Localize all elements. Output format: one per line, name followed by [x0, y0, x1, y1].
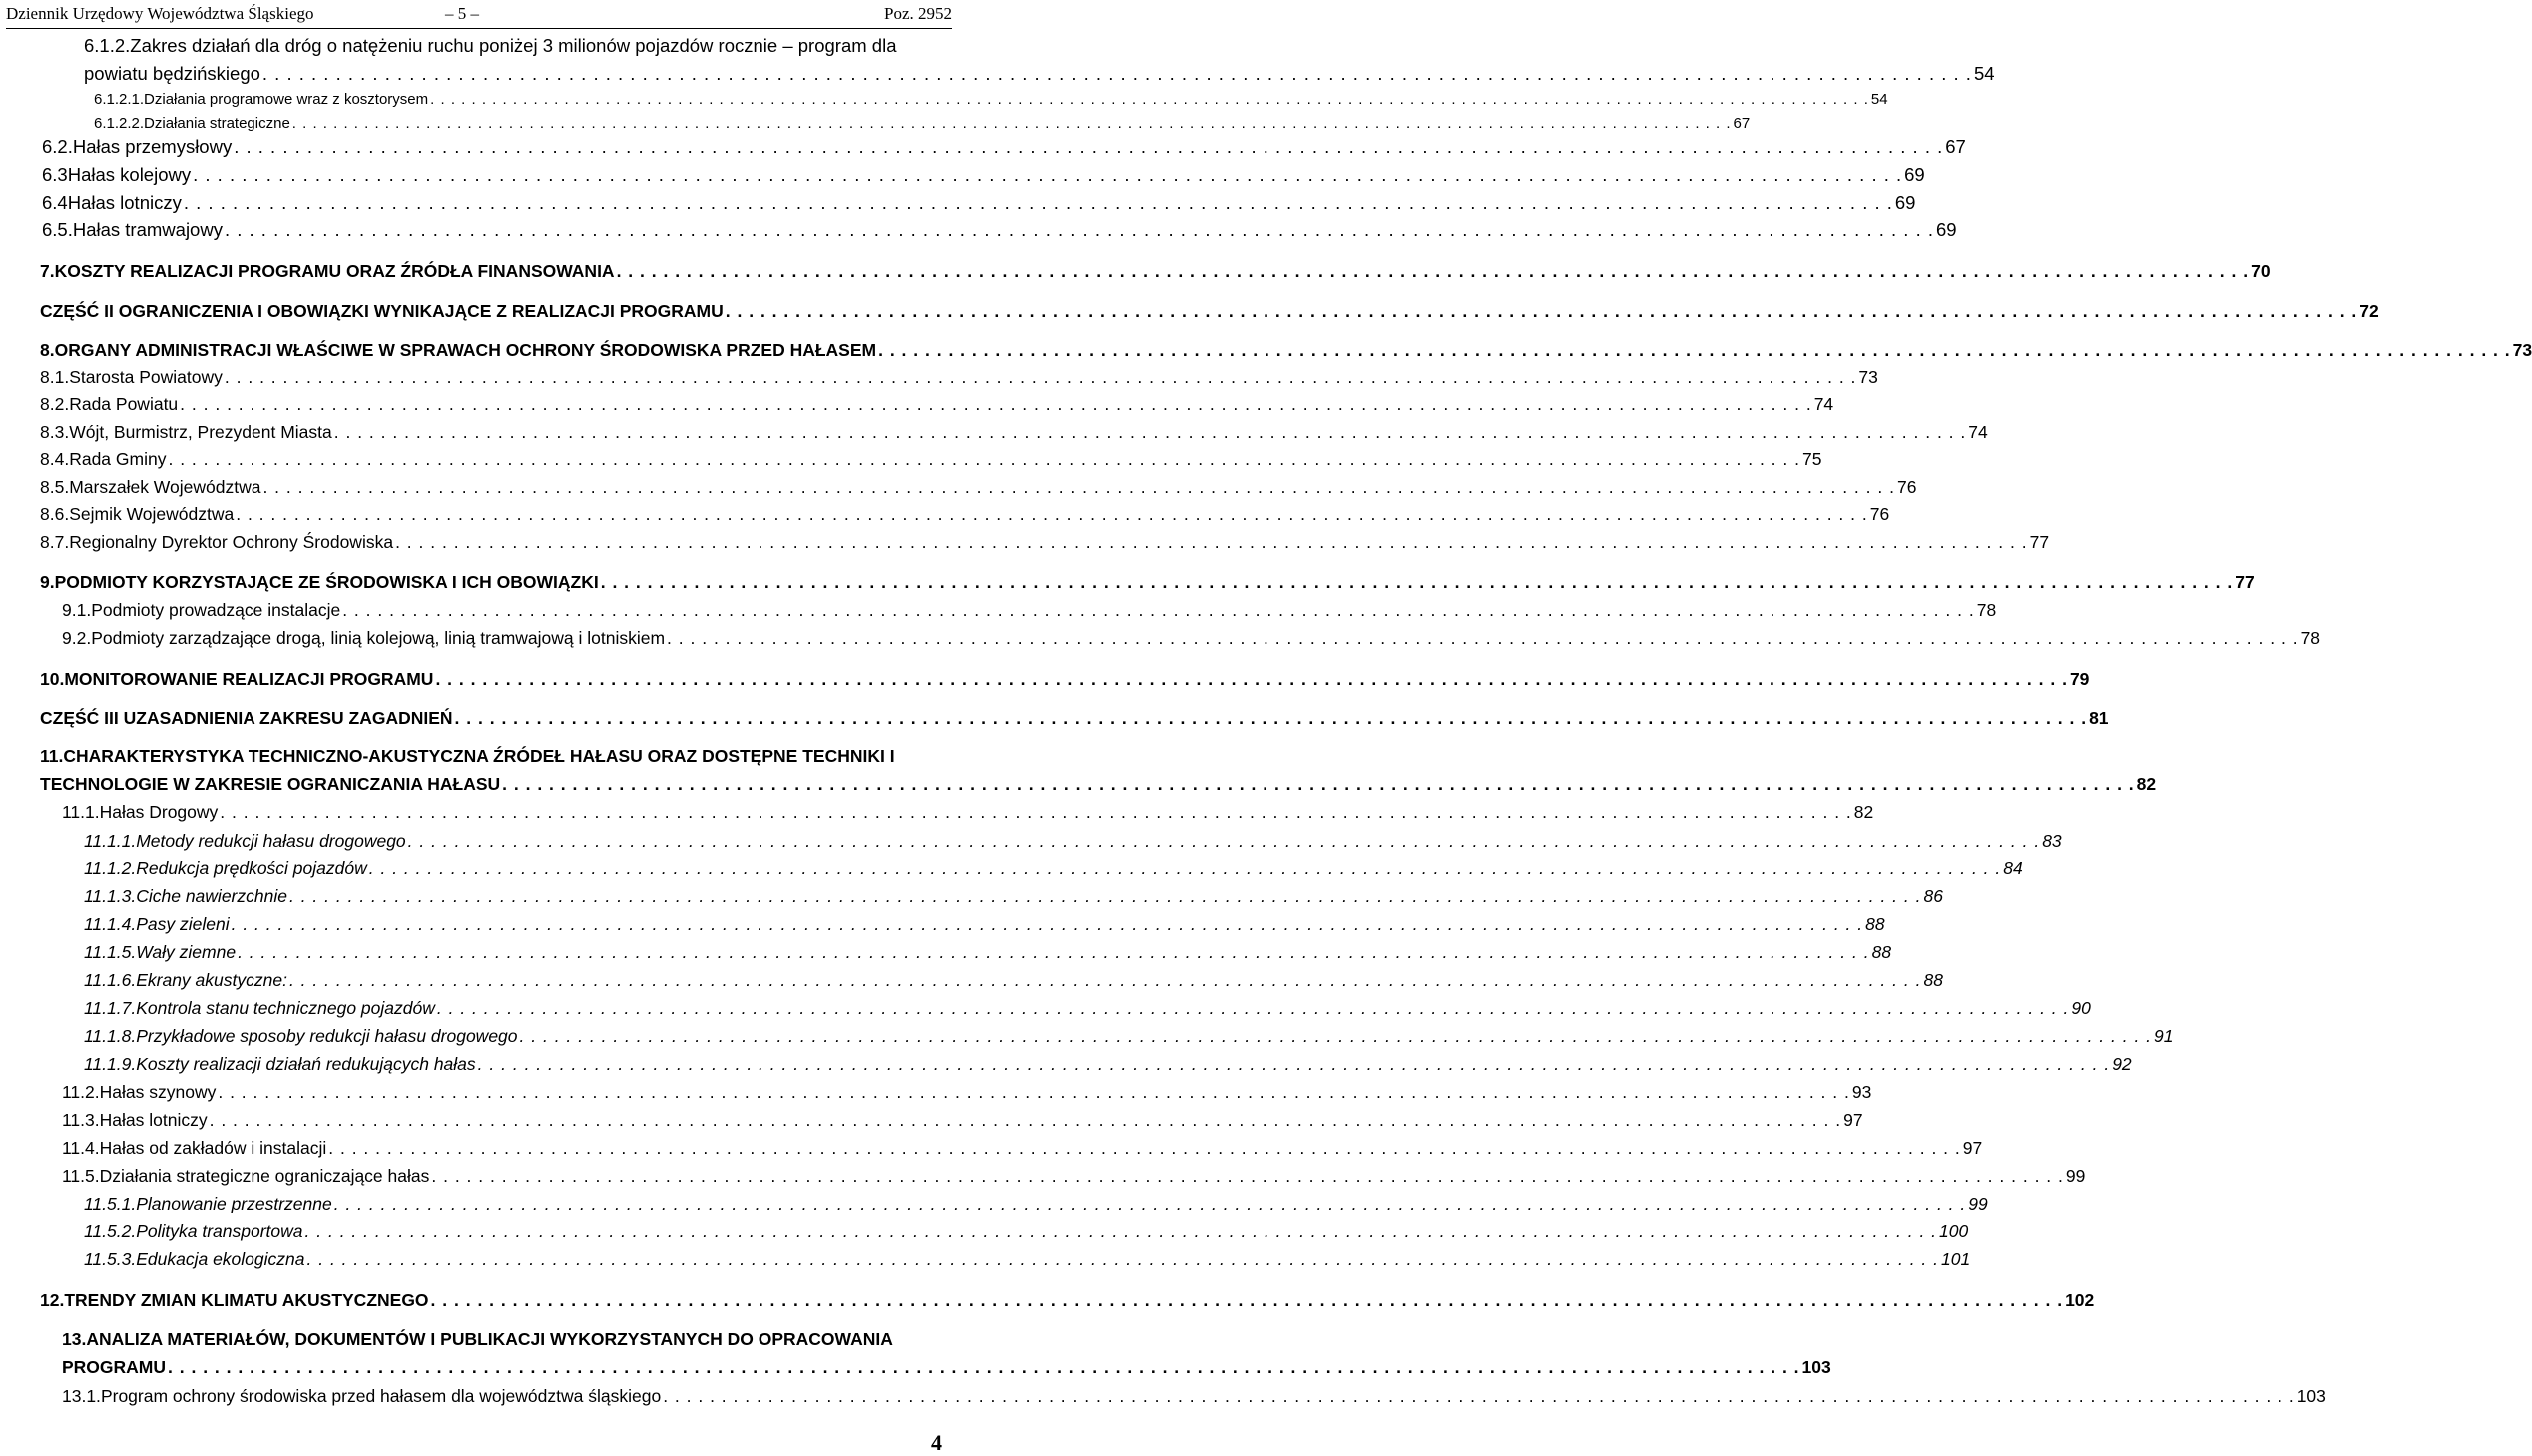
toc-entry[interactable] [40, 1052, 2132, 1076]
toc-entry-title: Kontrola stanu technicznego pojazdów [136, 998, 435, 1018]
toc-entry-title: Ekrany akustyczne: [136, 970, 287, 990]
toc-entry-title: Polityka transportowa [136, 1221, 303, 1241]
toc-entry-page: 99 [2065, 1166, 2086, 1186]
position-number: Poz. 2952 [884, 4, 952, 23]
toc-entry-page: 97 [1962, 1138, 1983, 1158]
toc-entry-page: 77 [2029, 532, 2050, 552]
table-of-contents [40, 0, 2532, 1456]
dot-leader [435, 667, 2068, 691]
toc-entry-page: 67 [1733, 115, 1751, 132]
toc-entry-page: 74 [1813, 394, 1834, 414]
toc-entry-page: 103 [1801, 1357, 1831, 1377]
toc-entry-title: Sejmik Województwa [69, 504, 235, 524]
dot-leader [395, 530, 2028, 554]
toc-entry-number: 10. [40, 669, 65, 689]
toc-entry-page: 79 [2069, 669, 2090, 689]
footer-page-number: 4 [931, 1430, 942, 1455]
toc-entry-page: 81 [2089, 708, 2109, 728]
toc-entry-number: 13. [62, 1329, 87, 1349]
dot-leader [667, 626, 2299, 650]
toc-entry[interactable] [40, 968, 1943, 992]
toc-entry-title: Działania strategiczne [144, 115, 290, 132]
dot-leader [307, 1247, 1940, 1271]
dot-leader [478, 1052, 2111, 1076]
toc-entry-page: 75 [1801, 449, 1822, 469]
toc-entry-number: 6.4 [42, 192, 68, 213]
journal-title: Dziennik Urzędowy Województwa Śląskiego [6, 4, 314, 23]
toc-entry-page: 69 [1904, 164, 1925, 185]
toc-entry[interactable] [40, 570, 2255, 594]
toc-entry-title: Regionalny Dyrektor Ochrony Środowiska [69, 532, 394, 552]
toc-entry-number: 11.2. [62, 1082, 100, 1102]
toc-entry-number: 11.4. [62, 1138, 100, 1158]
toc-entry-number: 11.1.6. [84, 970, 137, 990]
toc-entry-title: Działania programowe wraz z kosztorysem [144, 91, 429, 108]
toc-entry-page: 69 [1936, 219, 1957, 240]
toc-entry-number: 11.1.4. [84, 914, 137, 934]
toc-entry-page: 76 [1869, 504, 1890, 524]
toc-entry[interactable] [40, 191, 1916, 215]
toc-entry-number: 6.5. [42, 219, 73, 240]
toc-entry-title: Edukacja ekologiczna [136, 1249, 305, 1269]
toc-entry[interactable] [40, 856, 2023, 880]
toc-entry-page: 88 [1923, 970, 1943, 990]
toc-entry-title: Program ochrony środowiska przed hałasem dla województwa śląskiego [100, 1386, 662, 1406]
toc-entry-number: 11.1. [62, 802, 100, 822]
toc-entry[interactable] [40, 598, 1997, 622]
dot-leader [292, 112, 1732, 136]
toc-entry[interactable] [40, 940, 1892, 964]
toc-entry-title: ORGANY ADMINISTRACJI WŁAŚCIWE W SPRAWACH OCHRONY ŚRODOWISKA PRZED HAŁASEM [54, 340, 877, 360]
toc-entry[interactable] [40, 338, 2532, 362]
dot-leader [601, 570, 2234, 594]
toc-entry-title: CZĘŚĆ II OGRANICZENIA I OBOWIĄZKI WYNIKAJĄCE Z REALIZACJI PROGRAMU [40, 301, 724, 321]
toc-entry-number: 13.1. [62, 1386, 101, 1406]
toc-entry-title: Podmioty prowadzące instalacje [91, 600, 341, 620]
toc-entry-number: 11. [40, 746, 64, 766]
toc-entry-page: 78 [1976, 600, 1997, 620]
toc-entry[interactable] [40, 88, 1888, 112]
toc-entry-title: KOSZTY REALIZACJI PROGRAMU ORAZ ŹRÓDŁA FINANSOWANIA [54, 261, 615, 281]
dot-leader [408, 829, 2041, 853]
toc-entry-page: 88 [1871, 942, 1892, 962]
dot-leader [328, 1136, 1961, 1160]
toc-entry[interactable] [40, 475, 1917, 499]
dot-leader [430, 88, 1869, 112]
toc-entry-number: 6.1.2.2. [94, 115, 145, 132]
toc-entry[interactable] [40, 530, 2050, 554]
toc-entry[interactable] [40, 135, 1966, 159]
toc-entry-number: 8.1. [40, 367, 70, 387]
toc-entry-page: 91 [2154, 1026, 2174, 1046]
toc-entry-number: 6.2. [42, 136, 73, 157]
dot-leader [502, 772, 2135, 796]
toc-entry-page: 82 [2136, 774, 2157, 794]
toc-entry[interactable] [40, 800, 1874, 824]
dot-leader [193, 163, 1902, 187]
toc-entry[interactable] [40, 34, 940, 58]
toc-entry-page: 77 [2235, 572, 2255, 592]
toc-entry-number: 11.1.8. [84, 1026, 137, 1046]
toc-entry[interactable] [40, 259, 2271, 283]
toc-entry-title: Podmioty zarządzające drogą, linią kolejową, linią tramwajową i lotniskiem [91, 628, 666, 648]
toc-entry-title: Hałas tramwajowy [72, 219, 223, 240]
toc-entry-number: 11.1.9. [84, 1054, 137, 1074]
toc-entry-page: 82 [1853, 802, 1874, 822]
toc-entry[interactable] [40, 706, 2109, 729]
toc-entry-title: Hałas kolejowy [67, 164, 192, 185]
toc-entry-title: Hałas szynowy [99, 1082, 217, 1102]
toc-entry-page: 67 [1945, 136, 1966, 157]
toc-entry-page: 83 [2042, 831, 2062, 851]
toc-entry-number: 9.2. [62, 628, 92, 648]
dot-leader [262, 475, 1895, 499]
toc-entry[interactable] [40, 299, 2379, 323]
toc-entry-title: TECHNOLOGIE W ZAKRESIE OGRANICZANIA HAŁASU [40, 774, 501, 794]
toc-entry-title: Hałas od zakładów i instalacji [99, 1138, 327, 1158]
toc-entry-number: 12. [40, 1290, 65, 1310]
toc-entry[interactable] [40, 1327, 940, 1351]
toc-entry-title: Koszty realizacji działań redukujących hałas [136, 1054, 476, 1074]
toc-entry-number: 11.3. [62, 1110, 100, 1130]
toc-entry-page: 76 [1896, 477, 1917, 497]
toc-entry-number: 9. [40, 572, 55, 592]
toc-entry-title: Zakres działań dla dróg o natężeniu ruchu poniżej 3 milionów pojazdów rocznie – program dla [130, 35, 897, 56]
toc-entry-page: 73 [2512, 340, 2532, 360]
dot-leader [726, 299, 2358, 323]
dot-leader [617, 259, 2250, 283]
toc-entry-page: 100 [1939, 1221, 1969, 1241]
dot-leader [431, 1288, 2064, 1312]
toc-entry-title: Wały ziemne [136, 942, 237, 962]
toc-entry-title: TRENDY ZMIAN KLIMATU AKUSTYCZNEGO [64, 1290, 429, 1310]
toc-entry-title: Rada Gminy [69, 449, 167, 469]
dot-leader [334, 1192, 1967, 1215]
dot-leader [455, 706, 2088, 729]
toc-entry-title: CZĘŚĆ III UZASADNIENIA ZAKRESU ZAGADNIEŃ [40, 708, 453, 728]
dot-leader [238, 940, 1870, 964]
dot-leader [234, 135, 1943, 159]
toc-entry-title: Hałas przemysłowy [72, 136, 233, 157]
toc-entry[interactable] [40, 1080, 1872, 1104]
toc-entry-page: 101 [1941, 1249, 1971, 1269]
toc-entry-number: 11.5.1. [84, 1194, 137, 1213]
toc-entry[interactable] [40, 502, 1890, 526]
toc-entry-title: Redukcja prędkości pojazdów [136, 858, 367, 878]
toc-entry-title: Ciche nawierzchnie [136, 886, 287, 906]
toc-entry-title: Przykładowe sposoby redukcji hałasu drogowego [136, 1026, 518, 1046]
dot-leader [334, 420, 1967, 444]
dot-leader [225, 365, 1857, 389]
toc-entry[interactable] [40, 667, 2090, 691]
toc-entry-page: 72 [2359, 301, 2379, 321]
toc-entry[interactable] [40, 1164, 2086, 1188]
dot-leader [289, 968, 1922, 992]
toc-entry-number: 6.1.2. [84, 35, 131, 56]
toc-entry-page: 73 [1858, 367, 1878, 387]
toc-entry[interactable] [40, 392, 1834, 416]
toc-entry-title: Pasy zieleni [136, 914, 230, 934]
dot-leader [431, 1164, 2064, 1188]
toc-entry-page: 54 [1973, 63, 1995, 84]
toc-entry[interactable] [40, 163, 1925, 187]
toc-entry-number: 11.5.2. [84, 1221, 137, 1241]
dot-leader [369, 856, 2002, 880]
toc-entry-page: 88 [1865, 914, 1885, 934]
toc-entry-title: Hałas lotniczy [67, 192, 182, 213]
toc-entry-number: 8.6. [40, 504, 70, 524]
toc-entry-page: 54 [1870, 91, 1888, 108]
toc-entry[interactable] [40, 996, 2091, 1020]
toc-entry-page: 69 [1894, 192, 1916, 213]
toc-entry[interactable] [40, 884, 1943, 908]
toc-entry[interactable] [40, 829, 2062, 853]
toc-entry[interactable] [40, 744, 940, 768]
toc-entry-number: 11.1.3. [84, 886, 137, 906]
toc-entry-number: 8.2. [40, 394, 70, 414]
toc-entry[interactable] [40, 772, 2157, 796]
dot-leader [663, 1384, 2295, 1408]
toc-entry-page: 70 [2251, 261, 2271, 281]
dot-leader [289, 884, 1922, 908]
dot-leader [210, 1108, 1842, 1132]
dot-leader [184, 191, 1893, 215]
toc-entry-page: 102 [2065, 1290, 2095, 1310]
toc-entry[interactable] [40, 626, 2321, 650]
toc-entry-page: 74 [1968, 422, 1988, 442]
toc-entry[interactable] [40, 112, 1751, 136]
toc-entry-number: 7. [40, 261, 55, 281]
dot-leader [878, 338, 2511, 362]
toc-entry[interactable] [40, 1108, 1863, 1132]
toc-entry[interactable] [40, 1355, 1831, 1379]
toc-entry-title: CHARAKTERYSTYKA TECHNICZNO-AKUSTYCZNA ŹRÓDEŁ HAŁASU ORAZ DOSTĘPNE TECHNIKI I [63, 746, 895, 766]
toc-entry-number: 11.5.3. [84, 1249, 137, 1269]
toc-entry-title: PODMIOTY KORZYSTAJĄCE ZE ŚRODOWISKA I ICH OBOWIĄZKI [54, 572, 599, 592]
toc-entry-number: 8.5. [40, 477, 70, 497]
toc-entry-number: 6.3 [42, 164, 68, 185]
dot-leader [218, 1080, 1850, 1104]
toc-entry-page: 99 [1968, 1194, 1988, 1213]
toc-entry-page: 78 [2300, 628, 2321, 648]
toc-entry[interactable] [40, 1219, 1969, 1243]
dot-leader [262, 62, 1972, 86]
toc-entry-title: powiatu będzińskiego [84, 63, 260, 84]
dot-leader [236, 502, 1868, 526]
toc-entry[interactable] [40, 218, 1957, 242]
toc-entry-title: PROGRAMU [62, 1357, 167, 1377]
dot-leader [520, 1024, 2153, 1048]
dot-leader [232, 912, 1864, 936]
dot-leader [220, 800, 1852, 824]
dot-leader [180, 392, 1812, 416]
toc-entry-number: 6.1.2.1. [94, 91, 145, 108]
toc-entry-number: 11.1.2. [84, 858, 137, 878]
toc-entry-title: ANALIZA MATERIAŁÓW, DOKUMENTÓW I PUBLIKACJI WYKORZYSTANYCH DO OPRACOWANIA [86, 1329, 893, 1349]
toc-entry-number: 9.1. [62, 600, 92, 620]
toc-entry-title: MONITOROWANIE REALIZACJI PROGRAMU [64, 669, 434, 689]
toc-entry-number: 8.4. [40, 449, 70, 469]
toc-entry-page: 97 [1843, 1110, 1863, 1130]
toc-entry-title: Wójt, Burmistrz, Prezydent Miasta [69, 422, 332, 442]
toc-entry[interactable] [40, 1192, 1988, 1215]
toc-entry[interactable] [40, 420, 1988, 444]
toc-entry[interactable] [40, 447, 1822, 471]
toc-entry-title: Działania strategiczne ograniczające hałas [99, 1166, 430, 1186]
toc-entry-number: 11.1.5. [84, 942, 137, 962]
toc-entry-title: Metody redukcji hałasu drogowego [136, 831, 406, 851]
toc-entry-number: 11.5. [62, 1166, 100, 1186]
toc-entry-number: 8.3. [40, 422, 70, 442]
toc-entry-number: 11.1.1. [84, 831, 137, 851]
toc-entry[interactable] [40, 1247, 1971, 1271]
dot-leader [168, 1355, 1800, 1379]
dot-leader [168, 447, 1800, 471]
toc-entry-title: Hałas Drogowy [99, 802, 219, 822]
toc-entry[interactable] [40, 1024, 2174, 1048]
toc-entry-title: Marszałek Województwa [69, 477, 261, 497]
toc-entry-title: Starosta Powiatowy [69, 367, 223, 387]
toc-entry-page: 103 [2296, 1386, 2326, 1406]
toc-entry[interactable] [40, 365, 1878, 389]
toc-entry-page: 84 [2003, 858, 2023, 878]
dot-leader [437, 996, 2070, 1020]
toc-entry[interactable] [40, 1384, 2326, 1408]
toc-entry[interactable] [40, 1136, 1983, 1160]
toc-entry-number: 8. [40, 340, 55, 360]
toc-entry-number: 11.1.7. [84, 998, 137, 1018]
dot-leader [305, 1219, 1938, 1243]
toc-entry-page: 86 [1923, 886, 1943, 906]
dot-leader [225, 218, 1934, 242]
toc-entry-title: Planowanie przestrzenne [136, 1194, 332, 1213]
toc-entry-number: 8.7. [40, 532, 70, 552]
header-page-number: – 5 – [445, 4, 479, 23]
toc-entry-title: Hałas lotniczy [99, 1110, 208, 1130]
toc-entry-page: 90 [2071, 998, 2091, 1018]
toc-entry[interactable] [40, 62, 1995, 86]
toc-entry-page: 93 [1851, 1082, 1872, 1102]
toc-entry[interactable] [40, 1288, 2095, 1312]
toc-entry[interactable] [40, 912, 1885, 936]
toc-entry-page: 92 [2112, 1054, 2132, 1074]
dot-leader [342, 598, 1975, 622]
toc-entry-title: Rada Powiatu [69, 394, 179, 414]
